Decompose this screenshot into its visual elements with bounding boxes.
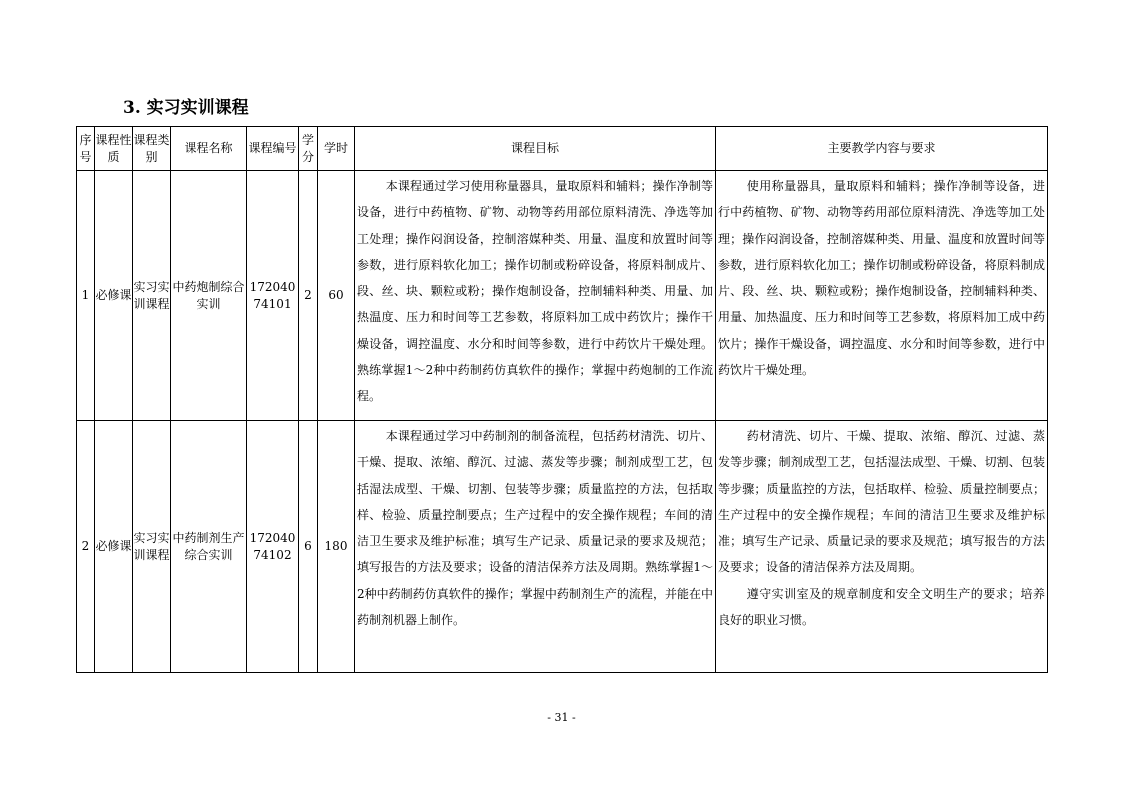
section-title: 3. 实习实训课程	[123, 98, 249, 118]
content-paragraph: 使用称量器具，量取原料和辅料；操作净制等设备，进行中药植物、矿物、动物等药用部位原料清洗、净选等加工处理；操作闷润设备，控制溶媒种类、用量、温度和放置时间等参数，进行原料软化加工；操作切制或粉碎设备，将原料制成片、段、丝、块、颗粒或粉；操作炮制设备，控制辅料种类、用量、加热温度、压力和时间等工艺参数，将原料加工成中药饮片；操作干燥设备，调控温度、水分和时间等参数，进行中药饮片干燥处理。	[718, 179, 1045, 378]
cell-name: 中药制剂生产综合实训	[171, 421, 247, 673]
content-paragraph: 遵守实训室及的规章制度和安全文明生产的要求；培养良好的职业习惯。	[718, 586, 1045, 628]
header-no: 序号	[77, 127, 95, 171]
page-number: - 31 -	[547, 711, 576, 724]
cell-credit: 2	[299, 171, 318, 421]
table-row	[77, 421, 1048, 673]
goal-paragraph: 本课程通过学习使用称量器具，量取原料和辅料；操作净制等设备，进行中药植物、矿物、动物等药用部位原料清洗、净选等加工处理；操作闷润设备，控制溶媒种类、用量、温度和放置时间等参数，进行原料软化加工；操作切制或粉碎设备，将原料制成片、段、丝、块、颗粒或粉；操作炮制设备，控制辅料种类、用量、加热温度、压力和时间等工艺参数，将原料加工成中药饮片；操作干燥设备，调控温度、水分和时间等参数，进行中药饮片干燥处理。熟练掌握1～2种中药制药仿真软件的操作；掌握中药炮制的工作流程。	[357, 179, 713, 404]
course-table	[76, 126, 1048, 673]
cell-code: 17204074101	[247, 171, 299, 421]
header-nature: 课程性质	[95, 127, 133, 171]
header-credit: 学分	[299, 127, 318, 171]
cell-nature: 必修课	[95, 171, 133, 421]
cell-credit: 6	[299, 421, 318, 673]
cell-goal	[355, 421, 716, 673]
table-header-row	[77, 127, 1048, 171]
cell-category: 实习实训课程	[133, 171, 171, 421]
cell-no: 2	[77, 421, 95, 673]
cell-category: 实习实训课程	[133, 421, 171, 673]
cell-goal	[355, 171, 716, 421]
cell-no: 1	[77, 171, 95, 421]
table-row	[77, 171, 1048, 421]
content-paragraph: 药材清洗、切片、干燥、提取、浓缩、醇沉、过滤、蒸发等步骤；制剂成型工艺，包括湿法成型、干燥、切割、包装等步骤；质量监控的方法，包括取样、检验、质量控制要点；生产过程中的安全操作规程；车间的清洁卫生要求及维护标准；填写生产记录、质量记录的要求及规范；填写报告的方法及要求；设备的清洁保养方法及周期。	[718, 429, 1045, 575]
cell-name: 中药炮制综合实训	[171, 171, 247, 421]
header-category: 课程类别	[133, 127, 171, 171]
header-code: 课程编号	[247, 127, 299, 171]
cell-hours: 60	[318, 171, 355, 421]
cell-nature: 必修课	[95, 421, 133, 673]
cell-content	[716, 421, 1048, 673]
header-hours: 学时	[318, 127, 355, 171]
header-name: 课程名称	[171, 127, 247, 171]
header-goal: 课程目标	[355, 127, 716, 171]
cell-code: 17204074102	[247, 421, 299, 673]
goal-paragraph: 本课程通过学习中药制剂的制备流程，包括药材清洗、切片、干燥、提取、浓缩、醇沉、过滤、蒸发等步骤；制剂成型工艺，包括湿法成型、干燥、切割、包装等步骤；质量监控的方法，包括取样、检验、质量控制要点；生产过程中的安全操作规程；车间的清洁卫生要求及维护标准；填写生产记录、质量记录的要求及规范；填写报告的方法及要求；设备的清洁保养方法及周期。熟练掌握1～2种中药制药仿真软件的操作；掌握中药制剂生产的流程，并能在中药制剂机器上制作。	[357, 429, 713, 628]
cell-content	[716, 171, 1048, 421]
cell-hours: 180	[318, 421, 355, 673]
header-content: 主要教学内容与要求	[716, 127, 1048, 171]
